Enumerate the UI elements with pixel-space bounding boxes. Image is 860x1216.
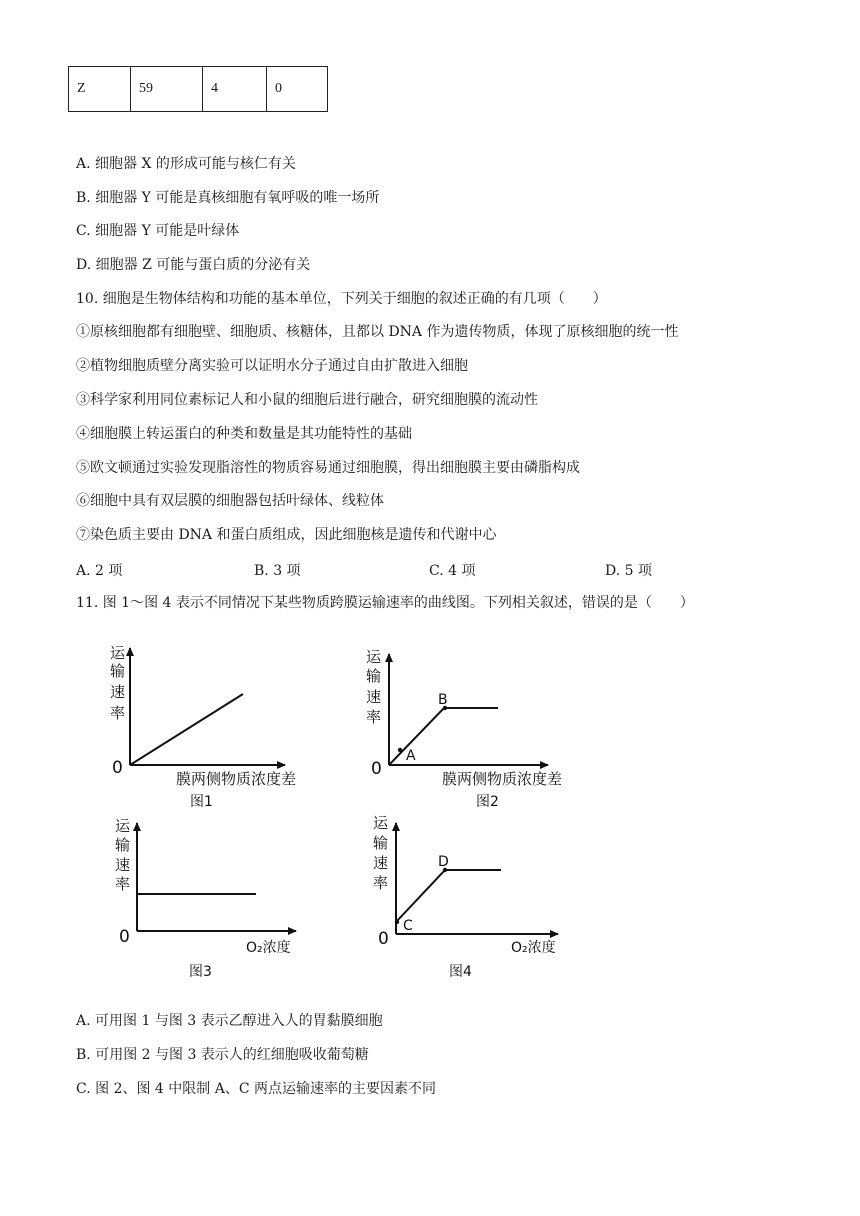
fig1-curve (130, 694, 243, 765)
q10-statement-3: ③科学家利用同位素标记人和小鼠的细胞后进行融合，研究细胞膜的流动性 (76, 392, 538, 408)
fig3-xlabel: O₂浓度 (246, 940, 291, 956)
fig1-xlabel: 膜两侧物质浓度差 (176, 770, 297, 788)
q10-statement-6: ⑥细胞中具有双层膜的细胞器包括叶绿体、线粒体 (76, 493, 384, 509)
fig2-label-b: B (438, 692, 448, 708)
q9-option-c: C. 细胞器 Y 可能是叶绿体 (76, 223, 240, 239)
q11-option-c: C. 图 2、图 4 中限制 A、C 两点运输速率的主要因素不同 (76, 1081, 436, 1097)
fig2-ylabel-char: 率 (366, 708, 382, 726)
fig4-xlabel: O₂浓度 (511, 940, 556, 956)
q9-option-b: B. 细胞器 Y 可能是真核细胞有氧呼吸的唯一场所 (76, 190, 380, 206)
fig3-title: 图3 (189, 964, 212, 980)
fig2-point-a (398, 748, 402, 752)
fig4-curve (396, 870, 501, 922)
q10-statement-7: ⑦染色质主要由 DNA 和蛋白质组成，因此细胞核是遗传和代谢中心 (76, 527, 497, 543)
fig3-ylabel-char: 率 (115, 875, 131, 893)
q10-option-c: C. 4 项 (429, 563, 476, 579)
table-cell: 0 (267, 67, 328, 112)
fig3-origin: 0 (119, 927, 130, 947)
fig1-ylabel-char: 运 (110, 644, 126, 662)
fig1-ylabel-char: 输 (110, 662, 126, 680)
fig4-ylabel-char: 运 (373, 814, 389, 832)
fig3-ylabel-char: 运 (115, 817, 131, 835)
fig1-title: 图1 (190, 794, 213, 810)
q9-option-a: A. 细胞器 X 的形成可能与核仁有关 (76, 156, 296, 172)
figure-2 (366, 648, 562, 810)
fig4-origin: 0 (378, 929, 389, 949)
fig3-ylabel-char: 输 (115, 836, 131, 854)
figure-3 (115, 817, 296, 980)
q11-option-a: A. 可用图 1 与图 3 表示乙醇进入人的胃黏膜细胞 (76, 1013, 383, 1029)
fig2-origin: 0 (371, 759, 382, 779)
fig2-ylabel-char: 运 (366, 648, 382, 666)
fig4-label-c: C (403, 918, 413, 934)
fig3-ylabel-char: 速 (115, 856, 131, 874)
fig2-title: 图2 (476, 794, 499, 810)
fig2-ylabel-char: 速 (366, 688, 382, 706)
q11-option-b: B. 可用图 2 与图 3 表示人的红细胞吸收葡萄糖 (76, 1047, 369, 1063)
q10-statement-2: ②植物细胞质壁分离实验可以证明水分子通过自由扩散进入细胞 (76, 358, 468, 374)
fig4-point-c (395, 920, 399, 924)
q10-statement-1: ①原核细胞都有细胞壁、细胞质、核糖体，且都以 DNA 作为遗传物质，体现了原核细胞的统一性 (76, 324, 679, 340)
fig1-ylabel-char: 速 (110, 683, 126, 701)
table-cell: 4 (203, 67, 267, 112)
figure-4 (373, 814, 558, 980)
fig2-xlabel: 膜两侧物质浓度差 (442, 770, 563, 788)
table-cell: 59 (131, 67, 203, 112)
table-cell: Z (69, 67, 131, 112)
q10-stem: 10. 细胞是生物体结构和功能的基本单位，下列关于细胞的叙述正确的有几项（ ） (76, 291, 607, 307)
q10-option-b: B. 3 项 (254, 563, 301, 579)
q10-statement-5: ⑤欧文顿通过实验发现脂溶性的物质容易通过细胞膜，得出细胞膜主要由磷脂构成 (76, 460, 580, 476)
q10-statement-4: ④细胞膜上转运蛋白的种类和数量是其功能特性的基础 (76, 426, 412, 442)
fig2-ylabel-char: 输 (366, 667, 382, 685)
fig4-label-d: D (438, 854, 449, 870)
figure-1 (110, 644, 296, 810)
q10-option-a: A. 2 项 (76, 563, 123, 579)
fig1-ylabel-char: 率 (110, 704, 126, 722)
fig1-origin: 0 (112, 758, 123, 778)
fig4-ylabel-char: 率 (373, 874, 389, 892)
fig4-ylabel-char: 输 (373, 834, 389, 852)
fig4-title: 图4 (449, 964, 472, 980)
q10-option-d: D. 5 项 (605, 563, 652, 579)
q11-stem: 11. 图 1～图 4 表示不同情况下某些物质跨膜运输速率的曲线图。下列相关叙述，错误的是（ ） (76, 595, 694, 611)
fig2-label-a: A (406, 748, 416, 764)
q9-option-d: D. 细胞器 Z 可能与蛋白质的分泌有关 (76, 257, 311, 273)
fig4-ylabel-char: 速 (373, 854, 389, 872)
